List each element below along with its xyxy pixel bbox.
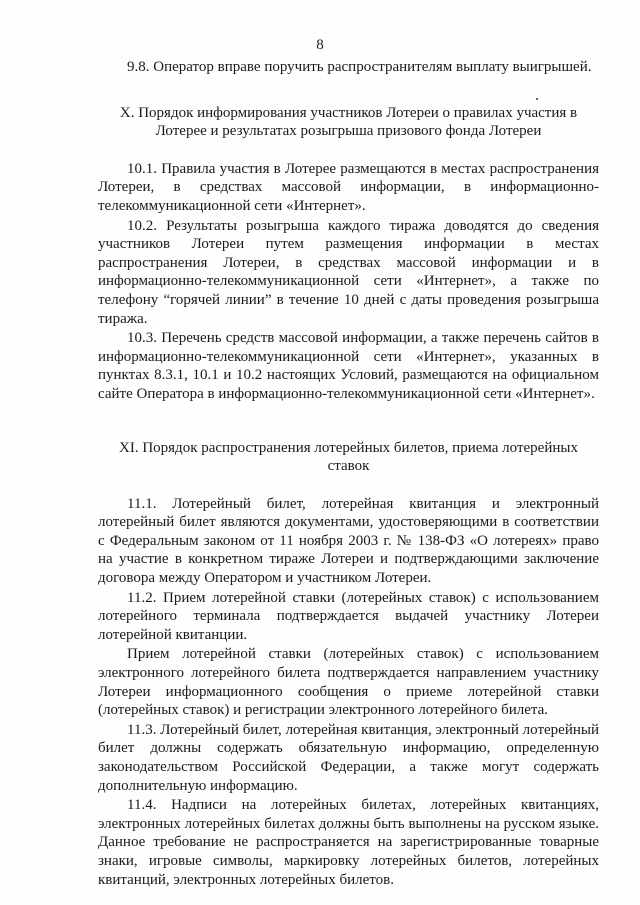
section-x-heading: X. Порядок информирования участников Лотереи о правилах участия в Лотерее и результатах розыгрыша призового фонда Лотереи: [119, 104, 578, 140]
clause-10-1: 10.1. Правила участия в Лотерее размещаются в местах распространения Лотереи, в средствах массовой информации, в информационно-телекоммуникационной сети «Интернет».: [98, 160, 599, 214]
clause-11-2: 11.2. Прием лотерейной ставки (лотерейных ставок) с использованием лотерейного терминала подтверждается выдачей участнику Лотереи лотерейной квитанции.: [98, 589, 599, 643]
clause-9-8: 9.8. Оператор вправе поручить распространителям выплату выигрышей.: [127, 59, 592, 75]
clause-11-3: 11.3. Лотерейный билет, лотерейная квитанция, электронный лотерейный билет должны содержать обязательную информацию, определенную законодательством Российской Федерации, а также могут содержать дополнительную информацию.: [98, 721, 599, 794]
clause-11-2-electronic: Прием лотерейной ставки (лотерейных ставок) с использованием электронного лотерейного билета подтверждается направлением участнику Лотереи информационного сообщения о приеме лотерейной ставки (лотерейных ставок) и регистрации электронного лотерейного билета.: [98, 646, 599, 719]
clause-11-1: 11.1. Лотерейный билет, лотерейная квитанция и электронный лотерейный билет являются документами, удостоверяющими в соответствии с Федеральным законом от 11 ноября 2003 г. № 138-ФЗ «О лотереях» право на участие в конкретном тираже Лотереи и подтверждающими заключение договора между Оператором и участником Лотереи.: [98, 495, 599, 587]
clause-10-3: 10.3. Перечень средств массовой информации, а также перечень сайтов в информационно-телекоммуникационной сети «Интернет», указанных в пунктах 8.3.1, 10.1 и 10.2 настоящих Условий, размещаются на официальном сайте Оператора в информационно-телекоммуникационной сети «Интернет».: [98, 330, 599, 402]
document-body: [98, 58, 599, 889]
clause-10-2: 10.2. Результаты розыгрыша каждого тиража доводятся до сведения участников Лотереи путем размещения информации в местах распространения Лотереи, в средствах массовой информации и в информационно-телекоммуникационной сети «Интернет», а также по телефону “горячей линии” в течение 10 дней с даты проведения розыгрыша тиража.: [98, 217, 599, 327]
section-xi-heading: XI. Порядок распространения лотерейных билетов, приема лотерейных ставок: [119, 439, 578, 475]
clause-11-4: 11.4. Надписи на лотерейных билетах, лотерейных квитанциях, электронных лотерейных билетах должны быть выполнены на русском языке. Данное требование не распространяется на зарегистрированные товарные знаки, игровые символы, маркировку лотерейных билетов, лотерейных квитанций, электронных лотерейных билетов.: [98, 797, 599, 888]
page-number: 8: [316, 37, 324, 53]
